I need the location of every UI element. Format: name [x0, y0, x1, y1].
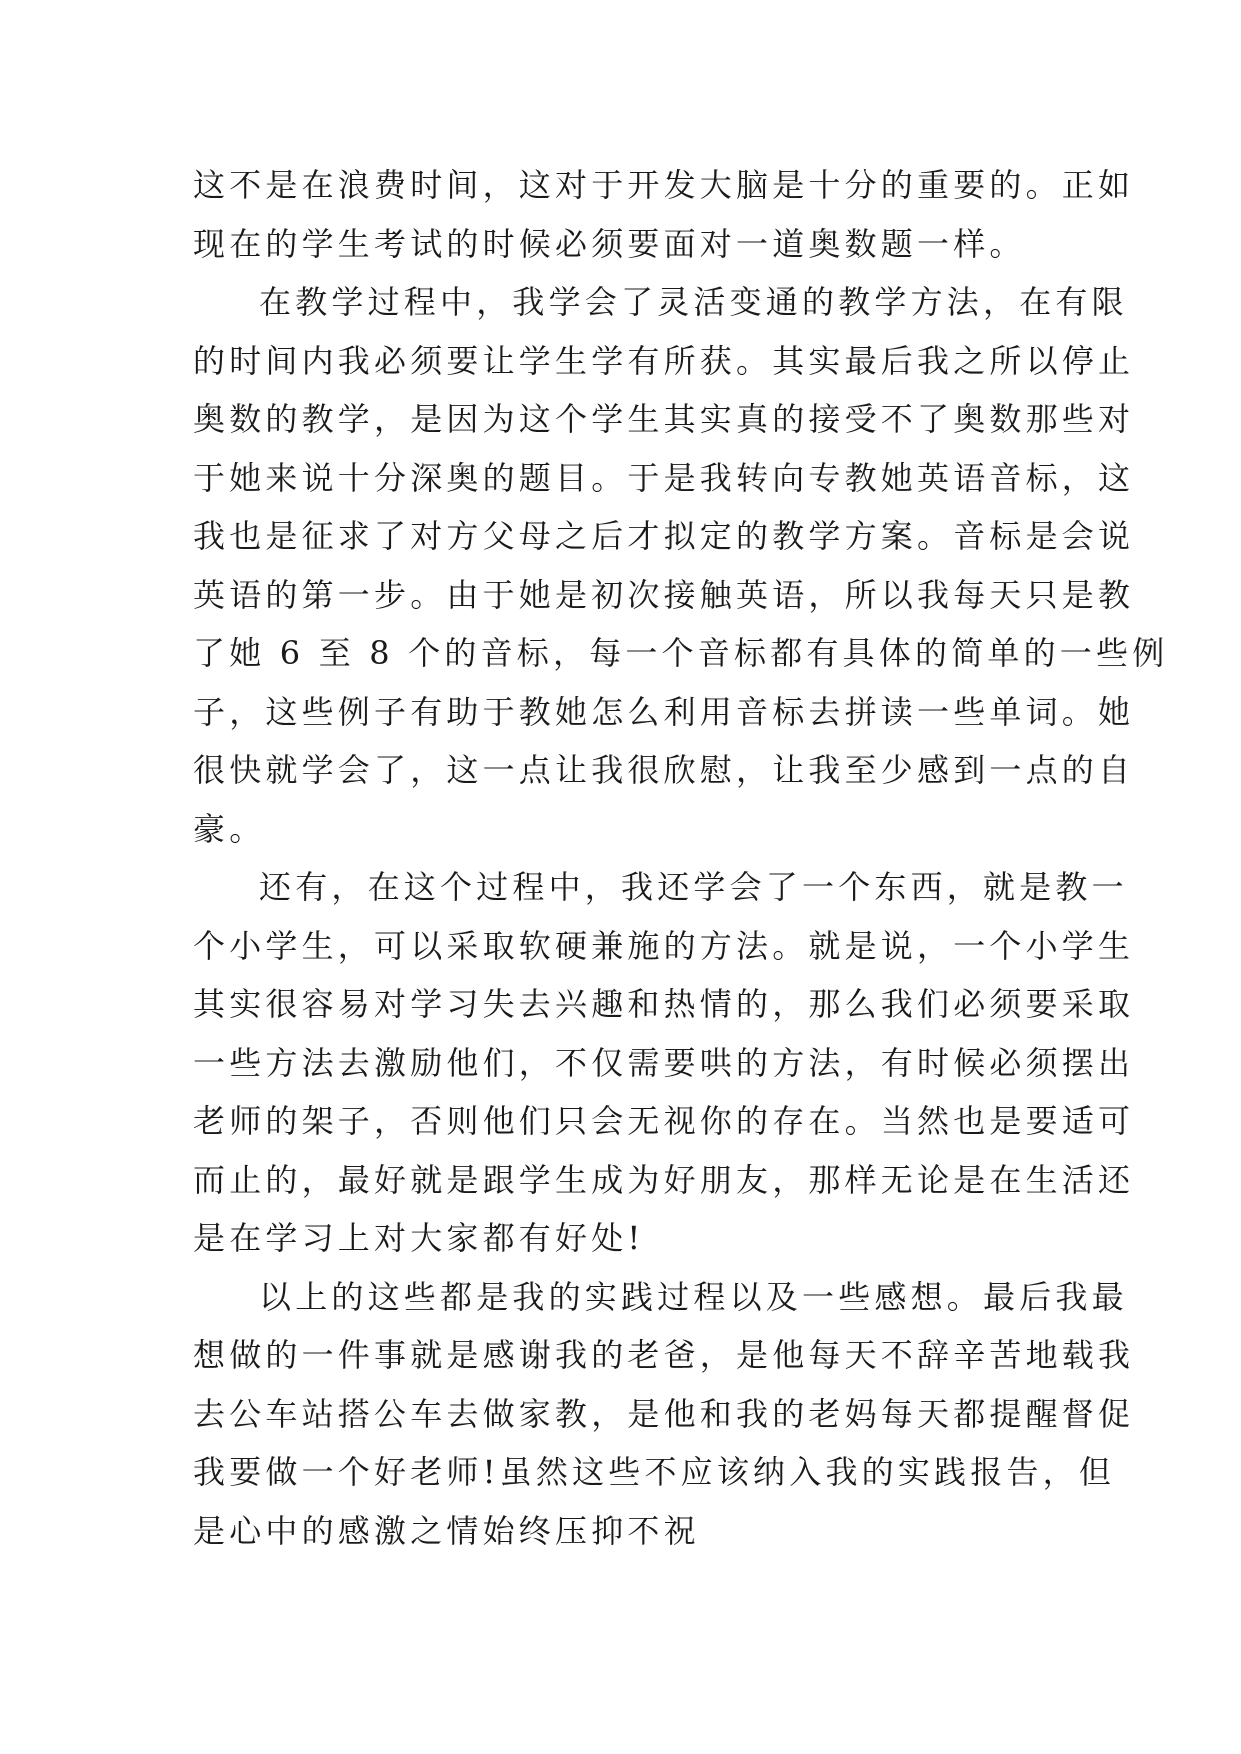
text-line: 其实很容易对学习失去兴趣和热情的，那么我们必须要采取	[193, 985, 1135, 1023]
text-line: 是心中的感激之情始终压抑不祝	[193, 1511, 700, 1550]
text-line: 了她 6 至 8 个的音标，每一个音标都有具体的简单的一些例	[193, 634, 1169, 672]
text-line: 很快就学会了，这一点让我很欣慰，让我至少感到一点的自	[193, 751, 1135, 789]
text-line: 的时间内我必须要让学生学有所获。其实最后我之所以停止	[193, 341, 1135, 380]
text-line: 我要做一个好老师!虽然这些不应该纳入我的实践报告，但	[193, 1453, 1116, 1491]
paragraph	[193, 858, 1135, 1268]
paragraph	[193, 1268, 1135, 1561]
paragraph	[193, 156, 1135, 273]
text-line: 以上的这些都是我的实践过程以及一些感想。最后我最	[259, 1277, 1128, 1316]
text-line: 去公车站搭公车去做家教，是他和我的老妈每天都提醒督促	[193, 1394, 1135, 1433]
document-page	[193, 156, 1169, 1560]
text-line: 这不是在浪费时间，这对于开发大脑是十分的重要的。正如	[193, 166, 1135, 204]
text-line: 是在学习上对大家都有好处!	[193, 1219, 645, 1257]
text-line: 在教学过程中，我学会了灵活变通的教学方法，在有限	[259, 283, 1128, 321]
text-line: 还有，在这个过程中，我还学会了一个东西，就是教一	[259, 868, 1128, 906]
text-line: 子，这些例子有助于教她怎么利用音标去拼读一些单词。她	[193, 692, 1135, 731]
text-line: 想做的一件事就是感谢我的老爸，是他每天不辞辛苦地载我	[193, 1336, 1135, 1374]
text-line: 豪。	[193, 809, 266, 848]
text-line: 我也是征求了对方父母之后才拟定的教学方案。音标是会说	[193, 517, 1135, 555]
text-line: 而止的，最好就是跟学生成为好朋友，那样无论是在生活还	[193, 1160, 1135, 1199]
text-line: 英语的第一步。由于她是初次接触英语，所以我每天只是教	[193, 575, 1135, 614]
text-line: 老师的架子，否则他们只会无视你的存在。当然也是要适可	[193, 1102, 1135, 1140]
text-line: 一些方法去激励他们，不仅需要哄的方法，有时候必须摆出	[193, 1043, 1135, 1082]
paragraph	[193, 273, 1169, 858]
text-line: 于她来说十分深奥的题目。于是我转向专教她英语音标，这	[193, 458, 1135, 497]
text-line: 奥数的教学，是因为这个学生其实真的接受不了奥数那些对	[193, 400, 1135, 438]
text-line: 个小学生，可以采取软硬兼施的方法。就是说，一个小学生	[193, 926, 1135, 965]
text-line: 现在的学生考试的时候必须要面对一道奥数题一样。	[193, 224, 1026, 263]
